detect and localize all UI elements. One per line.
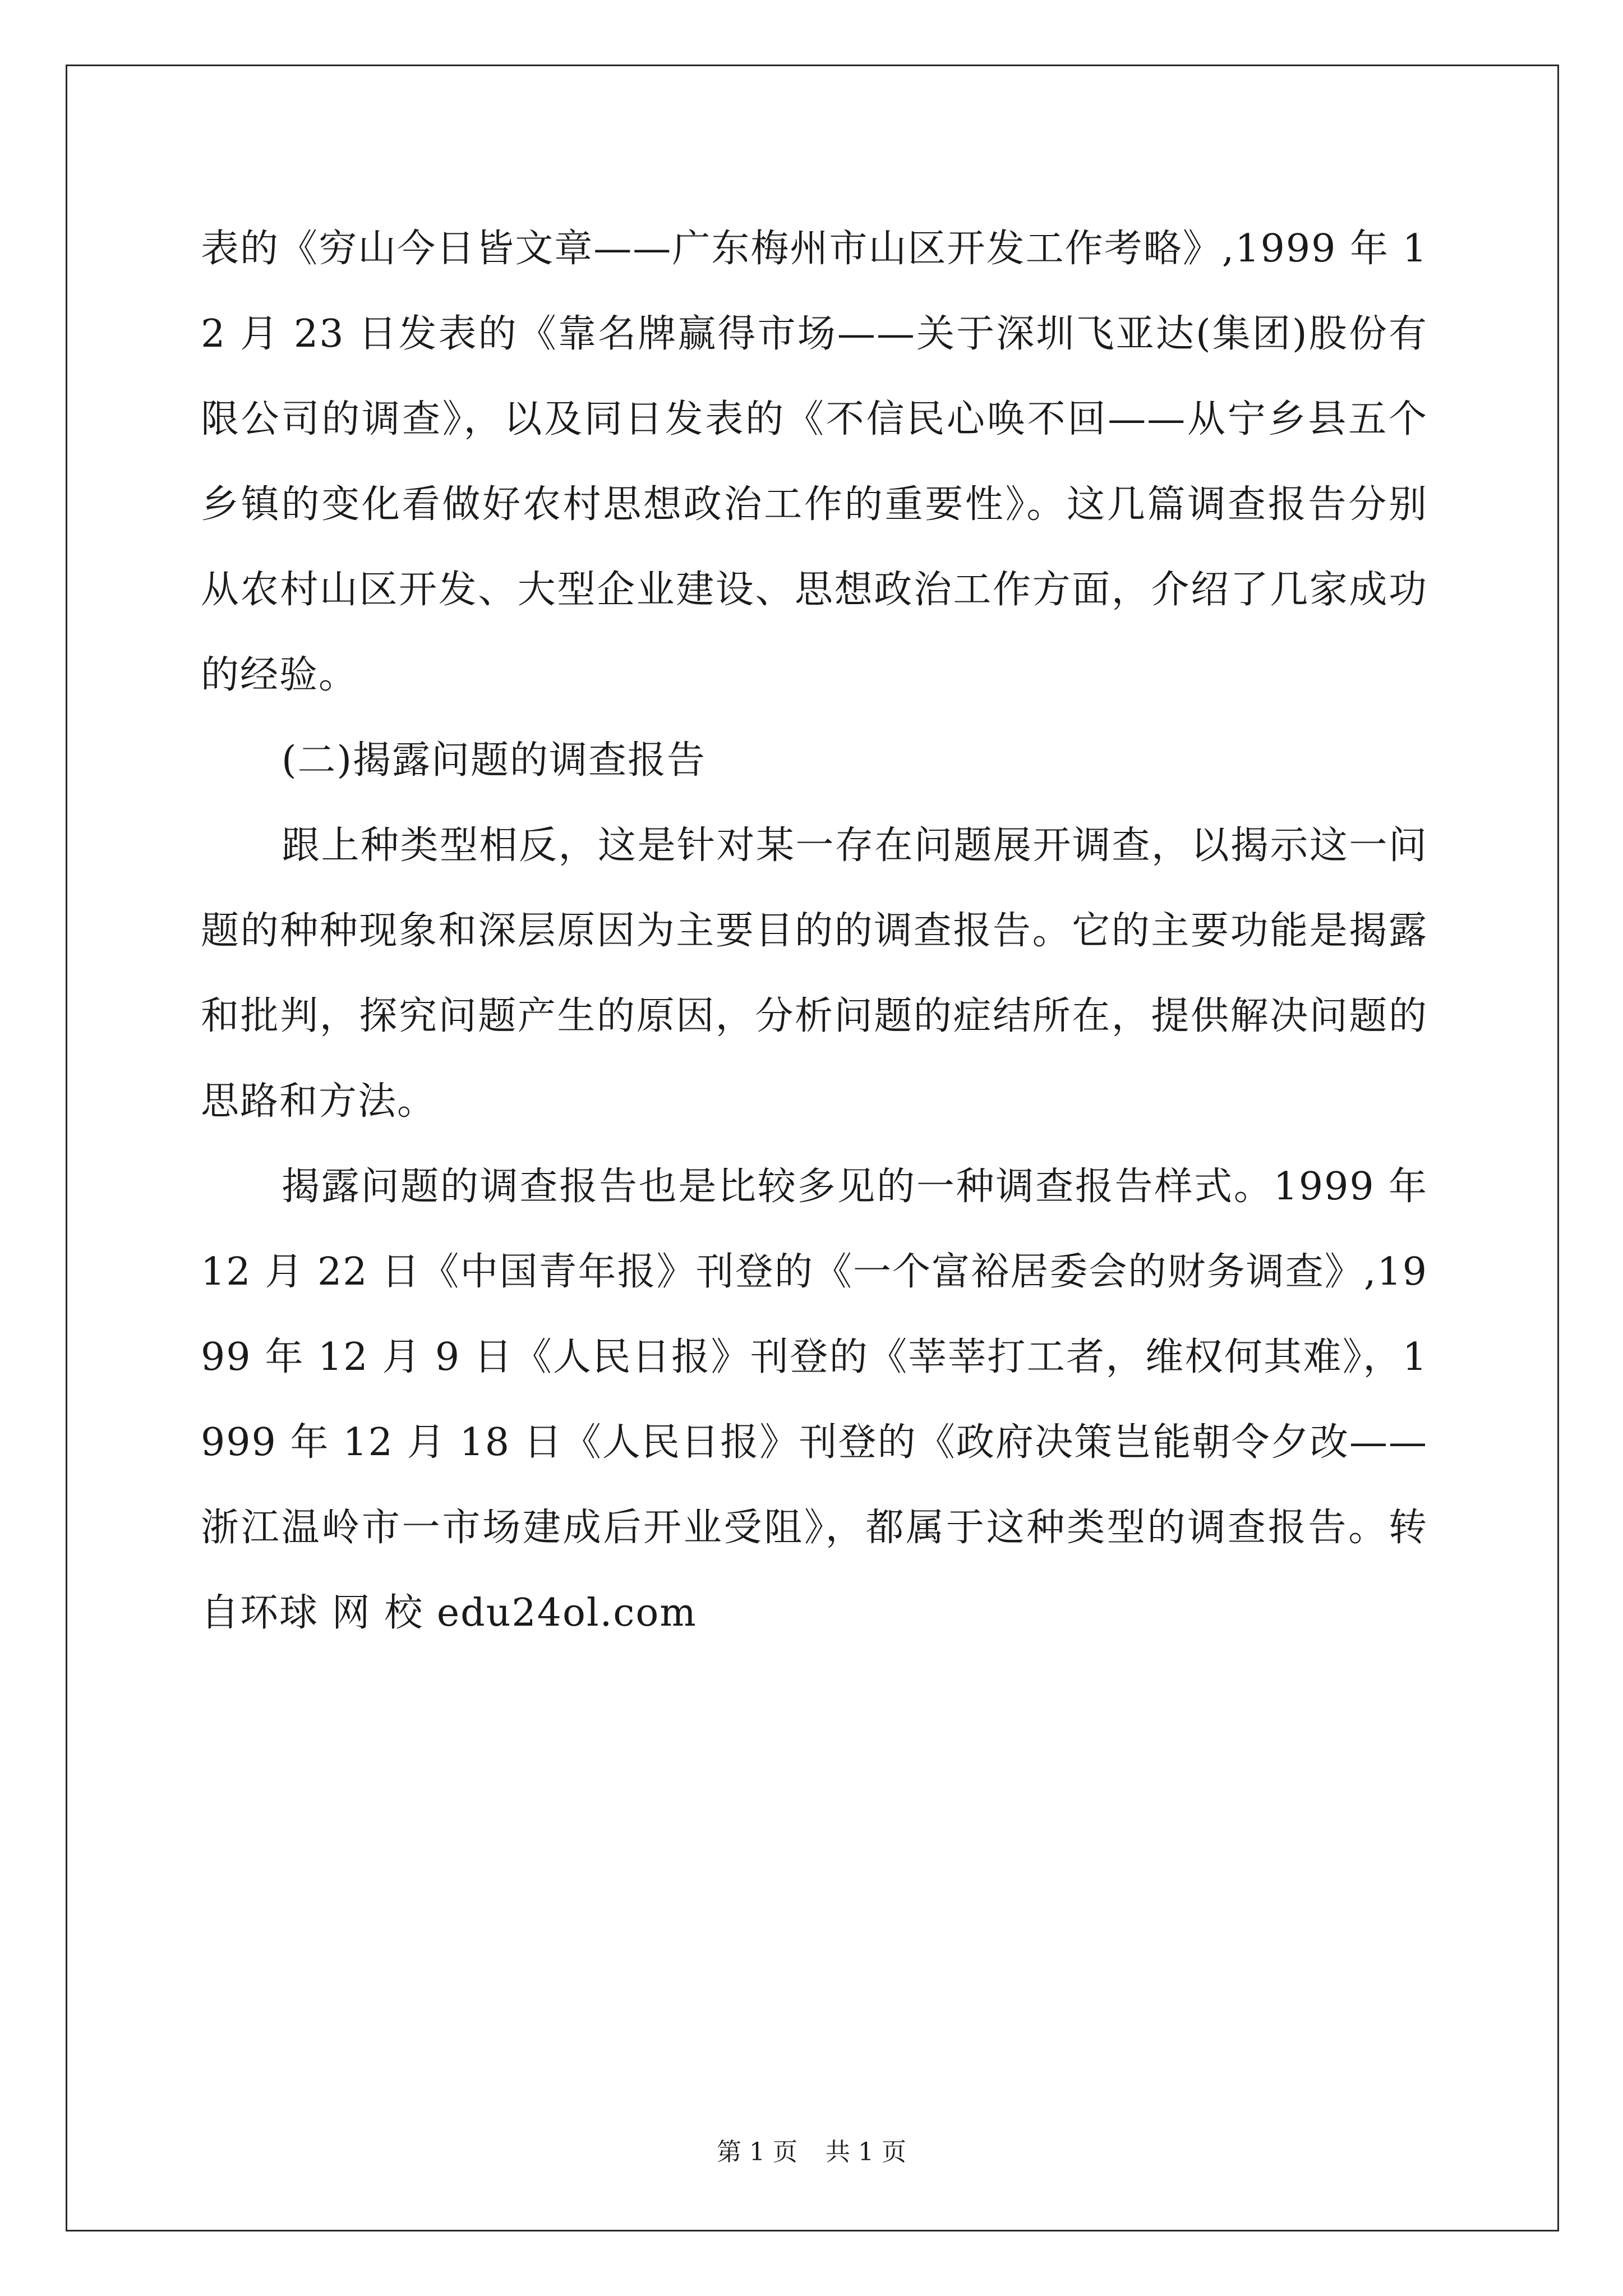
section-heading: (二)揭露问题的调查报告: [282, 738, 707, 783]
paragraph-intro: 表的《穷山今日皆文章——广东梅州市山区开发工作考略》,1999 年 12 月 23 日发表的《靠名牌赢得市场——关于深圳飞亚达(集团)股份有限公司的调查》，以及同日发表的《不信民心唤不回——从宁乡县五个乡镇的变化看做好农村思想政治工作的重要性》。这几篇调查报告分别从农村山区开发、大型企业建设、思想政治工作方面，介绍了几家成功的经验。: [201, 227, 1428, 697]
page-footer: [0, 2132, 1623, 2168]
page-total: 共 1 页: [826, 2138, 906, 2166]
document-body: [201, 206, 1428, 1656]
paragraph-examples: 揭露问题的调查报告也是比较多见的一种调查报告样式。1999 年 12 月 22 日《中国青年报》刊登的《一个富裕居委会的财务调查》,1999 年 12 月 9 日《人民日报》刊登的《莘莘打工者，维权何其难》，1999 年 12 月 18 日《人民日报》刊登的《政府决策岂能朝令夕改——浙江温岭市一市场建成后开业受阻》，都属于这种类型的调查报告。转自环球 网 校 edu24ol.com: [201, 1165, 1428, 1635]
page-number: 第 1 页: [717, 2138, 797, 2166]
paragraph-definition: 跟上种类型相反，这是针对某一存在问题展开调查，以揭示这一问题的种种现象和深层原因为主要目的的调查报告。它的主要功能是揭露和批判，探究问题产生的原因，分析问题的症结所在，提供解决问题的思路和方法。: [201, 823, 1428, 1124]
